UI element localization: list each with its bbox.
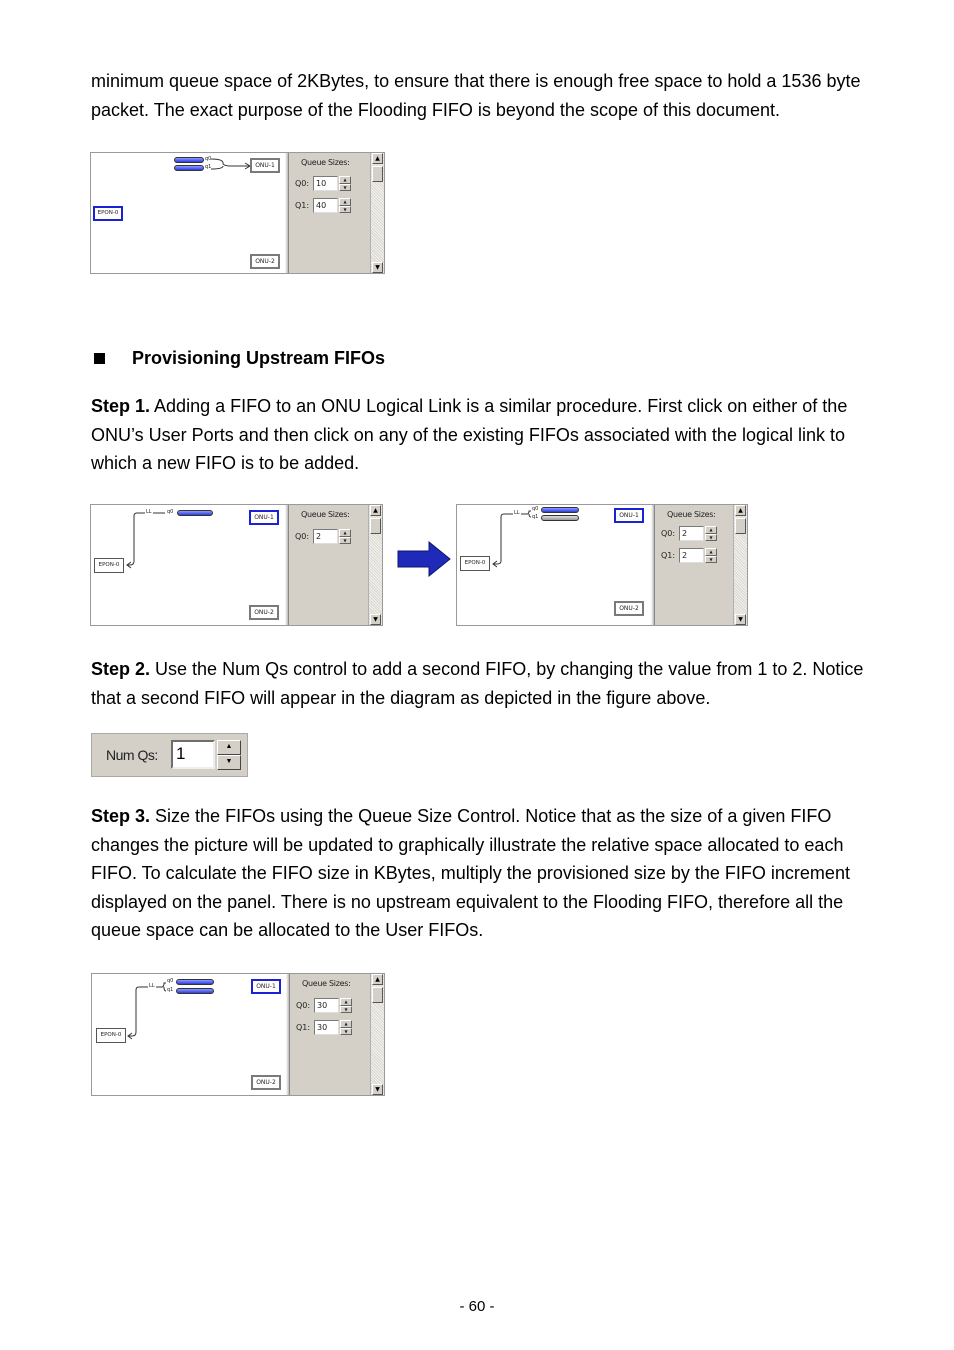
q1-tag: q1 — [205, 164, 212, 170]
epon-0-node[interactable]: EPON-0 — [96, 1028, 126, 1043]
q0-row — [296, 998, 352, 1013]
vertical-scrollbar[interactable] — [370, 153, 384, 273]
step3-paragraph — [91, 802, 881, 945]
step3-label: Step 3. — [91, 806, 151, 826]
q1-tag: q1 — [167, 987, 174, 993]
figure-flooding-fifo-panel — [90, 152, 385, 274]
section-heading — [91, 348, 385, 369]
spin-up-icon[interactable]: ▲ — [705, 526, 717, 534]
scroll-down-icon[interactable]: ▼ — [735, 614, 746, 625]
figure-two-fifo-panel — [456, 504, 748, 626]
scroll-thumb[interactable] — [372, 166, 383, 182]
q0-input[interactable]: 30 — [314, 998, 339, 1013]
ll-tag: LL — [514, 510, 520, 516]
figure-one-fifo-panel — [90, 504, 383, 626]
vertical-scrollbar[interactable] — [370, 974, 384, 1095]
step2-label: Step 2. — [91, 659, 151, 679]
q0-spinner[interactable] — [705, 526, 717, 541]
q0-tag: q0 — [167, 509, 174, 515]
q0-spinner[interactable] — [339, 529, 351, 544]
spin-down-icon[interactable]: ▼ — [217, 755, 241, 770]
step1-text: Adding a FIFO to an ONU Logical Link is a similar procedure. First click on either of the ONU’s User Ports and then click on any of the existing FIFOs associated with the logical link to which a new FIFO is to be added. — [91, 396, 848, 474]
spin-down-icon[interactable]: ▼ — [705, 534, 717, 542]
vertical-scrollbar[interactable] — [368, 505, 382, 625]
spin-down-icon[interactable]: ▼ — [705, 556, 717, 564]
q0-label: Q0: — [296, 1001, 311, 1010]
scroll-thumb[interactable] — [735, 518, 746, 534]
q0-label: Q0: — [295, 179, 310, 188]
queue-sizes-panel — [289, 974, 370, 1095]
spin-up-icon[interactable]: ▲ — [339, 176, 351, 184]
page-number: - 60 - — [459, 1298, 495, 1315]
ll-tag: LL — [146, 509, 152, 515]
scroll-down-icon[interactable]: ▼ — [370, 614, 381, 625]
scroll-down-icon[interactable]: ▼ — [372, 262, 383, 273]
num-qs-control — [91, 733, 248, 777]
queue-sizes-title: Queue Sizes: — [302, 979, 351, 988]
q1-tag: q1 — [532, 514, 539, 520]
spin-up-icon[interactable]: ▲ — [340, 1020, 352, 1028]
fifo-q1[interactable] — [541, 515, 579, 521]
q0-spinner[interactable] — [340, 998, 352, 1013]
vertical-scrollbar[interactable] — [733, 505, 747, 625]
ll-tag: LL — [149, 983, 155, 989]
fifo-q1[interactable] — [174, 165, 204, 171]
figure-sized-fifos-panel — [91, 973, 385, 1096]
q1-label: Q1: — [661, 551, 676, 560]
num-qs-spinner[interactable] — [217, 740, 241, 770]
q1-input[interactable]: 40 — [313, 198, 338, 213]
step2-text: Use the Num Qs control to add a second FIFO, by changing the value from 1 to 2. Notice that a second FIFO will appear in the diagram as depicted in the figure above. — [91, 659, 864, 708]
scroll-thumb[interactable] — [372, 987, 383, 1003]
q1-row — [296, 1020, 352, 1035]
fifo-q0[interactable] — [177, 510, 213, 516]
spin-up-icon[interactable]: ▲ — [217, 740, 241, 755]
section-heading-text: Provisioning Upstream FIFOs — [132, 348, 386, 368]
q1-label: Q1: — [296, 1023, 311, 1032]
q1-spinner[interactable] — [705, 548, 717, 563]
q0-tag: q0 — [167, 978, 174, 984]
intro-paragraph: minimum queue space of 2KBytes, to ensure that there is enough free space to hold a 1536 byte packet. The exact purpose of the Flooding FIFO is beyond the scope of this document. — [91, 71, 861, 120]
scroll-thumb[interactable] — [370, 518, 381, 534]
onu-2-node[interactable]: ONU-2 — [249, 605, 279, 620]
spin-down-icon[interactable]: ▼ — [340, 1006, 352, 1014]
step1-label: Step 1. — [91, 396, 151, 416]
onu-1-node[interactable]: ONU-1 — [250, 158, 280, 173]
scroll-up-icon[interactable]: ▲ — [372, 153, 383, 164]
onu-1-node[interactable]: ONU-1 — [614, 508, 644, 523]
q0-row — [661, 526, 717, 541]
onu-2-node[interactable]: ONU-2 — [250, 254, 280, 269]
onu-1-node[interactable]: ONU-1 — [251, 979, 281, 994]
fifo-q1[interactable] — [176, 988, 214, 994]
onu-2-node[interactable]: ONU-2 — [251, 1075, 281, 1090]
spin-up-icon[interactable]: ▲ — [340, 998, 352, 1006]
scroll-down-icon[interactable]: ▼ — [372, 1084, 383, 1095]
num-qs-input[interactable]: 1 — [171, 740, 215, 769]
diagram-canvas — [91, 505, 285, 625]
spin-down-icon[interactable]: ▼ — [339, 206, 351, 214]
scroll-up-icon[interactable]: ▲ — [370, 505, 381, 516]
queue-sizes-title: Queue Sizes: — [301, 158, 350, 167]
q1-spinner[interactable] — [339, 198, 351, 213]
spin-up-icon[interactable]: ▲ — [705, 548, 717, 556]
scroll-up-icon[interactable]: ▲ — [372, 974, 383, 985]
num-qs-label: Num Qs: — [106, 747, 158, 763]
q0-tag: q0 — [532, 506, 539, 512]
diagram-canvas — [92, 974, 286, 1095]
spin-down-icon[interactable]: ▼ — [339, 184, 351, 192]
epon-0-node[interactable]: EPON-0 — [93, 206, 123, 221]
step1-paragraph — [91, 392, 881, 478]
transition-arrow-icon — [397, 541, 451, 577]
q0-label: Q0: — [661, 529, 676, 538]
epon-0-node[interactable]: EPON-0 — [460, 556, 490, 571]
fifo-q0[interactable] — [174, 157, 204, 163]
q0-input[interactable]: 10 — [313, 176, 338, 191]
q0-input[interactable]: 2 — [679, 526, 704, 541]
queue-sizes-title: Queue Sizes: — [301, 510, 350, 519]
q1-label: Q1: — [295, 201, 310, 210]
q1-row — [661, 548, 717, 563]
bullet-square-icon — [94, 353, 105, 364]
queue-sizes-panel — [288, 153, 370, 273]
q1-row — [295, 198, 351, 213]
diagram-canvas — [457, 505, 651, 625]
spin-up-icon[interactable]: ▲ — [339, 529, 351, 537]
q0-tag: q0 — [205, 156, 212, 162]
queue-sizes-panel — [654, 505, 733, 625]
q0-row — [295, 176, 351, 191]
spin-down-icon[interactable]: ▼ — [340, 1028, 352, 1036]
step3-text: Size the FIFOs using the Queue Size Control. Notice that as the size of a given FIFO changes the picture will be updated to graphically illustrate the relative space allocated to each FIFO. To calculate the FIFO size in KBytes, multiply the provisioned size by the FIFO increment displayed on the panel. There is no upstream equivalent to the Flooding FIFO, therefore all the queue space can be allocated to the User FIFOs. — [91, 806, 850, 941]
onu-2-node[interactable]: ONU-2 — [614, 601, 644, 616]
q1-spinner[interactable] — [340, 1020, 352, 1035]
q0-label: Q0: — [295, 532, 310, 541]
spin-up-icon[interactable]: ▲ — [339, 198, 351, 206]
onu-1-node[interactable]: ONU-1 — [249, 510, 279, 525]
q0-input[interactable]: 2 — [313, 529, 338, 544]
q1-input[interactable]: 2 — [679, 548, 704, 563]
scroll-up-icon[interactable]: ▲ — [735, 505, 746, 516]
queue-sizes-panel — [288, 505, 368, 625]
fifo-q0[interactable] — [541, 507, 579, 513]
fifo-q0[interactable] — [176, 979, 214, 985]
q1-input[interactable]: 30 — [314, 1020, 339, 1035]
spin-down-icon[interactable]: ▼ — [339, 537, 351, 545]
q0-spinner[interactable] — [339, 176, 351, 191]
step2-paragraph — [91, 655, 881, 712]
queue-sizes-title: Queue Sizes: — [667, 510, 716, 519]
diagram-canvas — [91, 153, 285, 273]
epon-0-node[interactable]: EPON-0 — [94, 558, 124, 573]
q0-row — [295, 529, 351, 544]
